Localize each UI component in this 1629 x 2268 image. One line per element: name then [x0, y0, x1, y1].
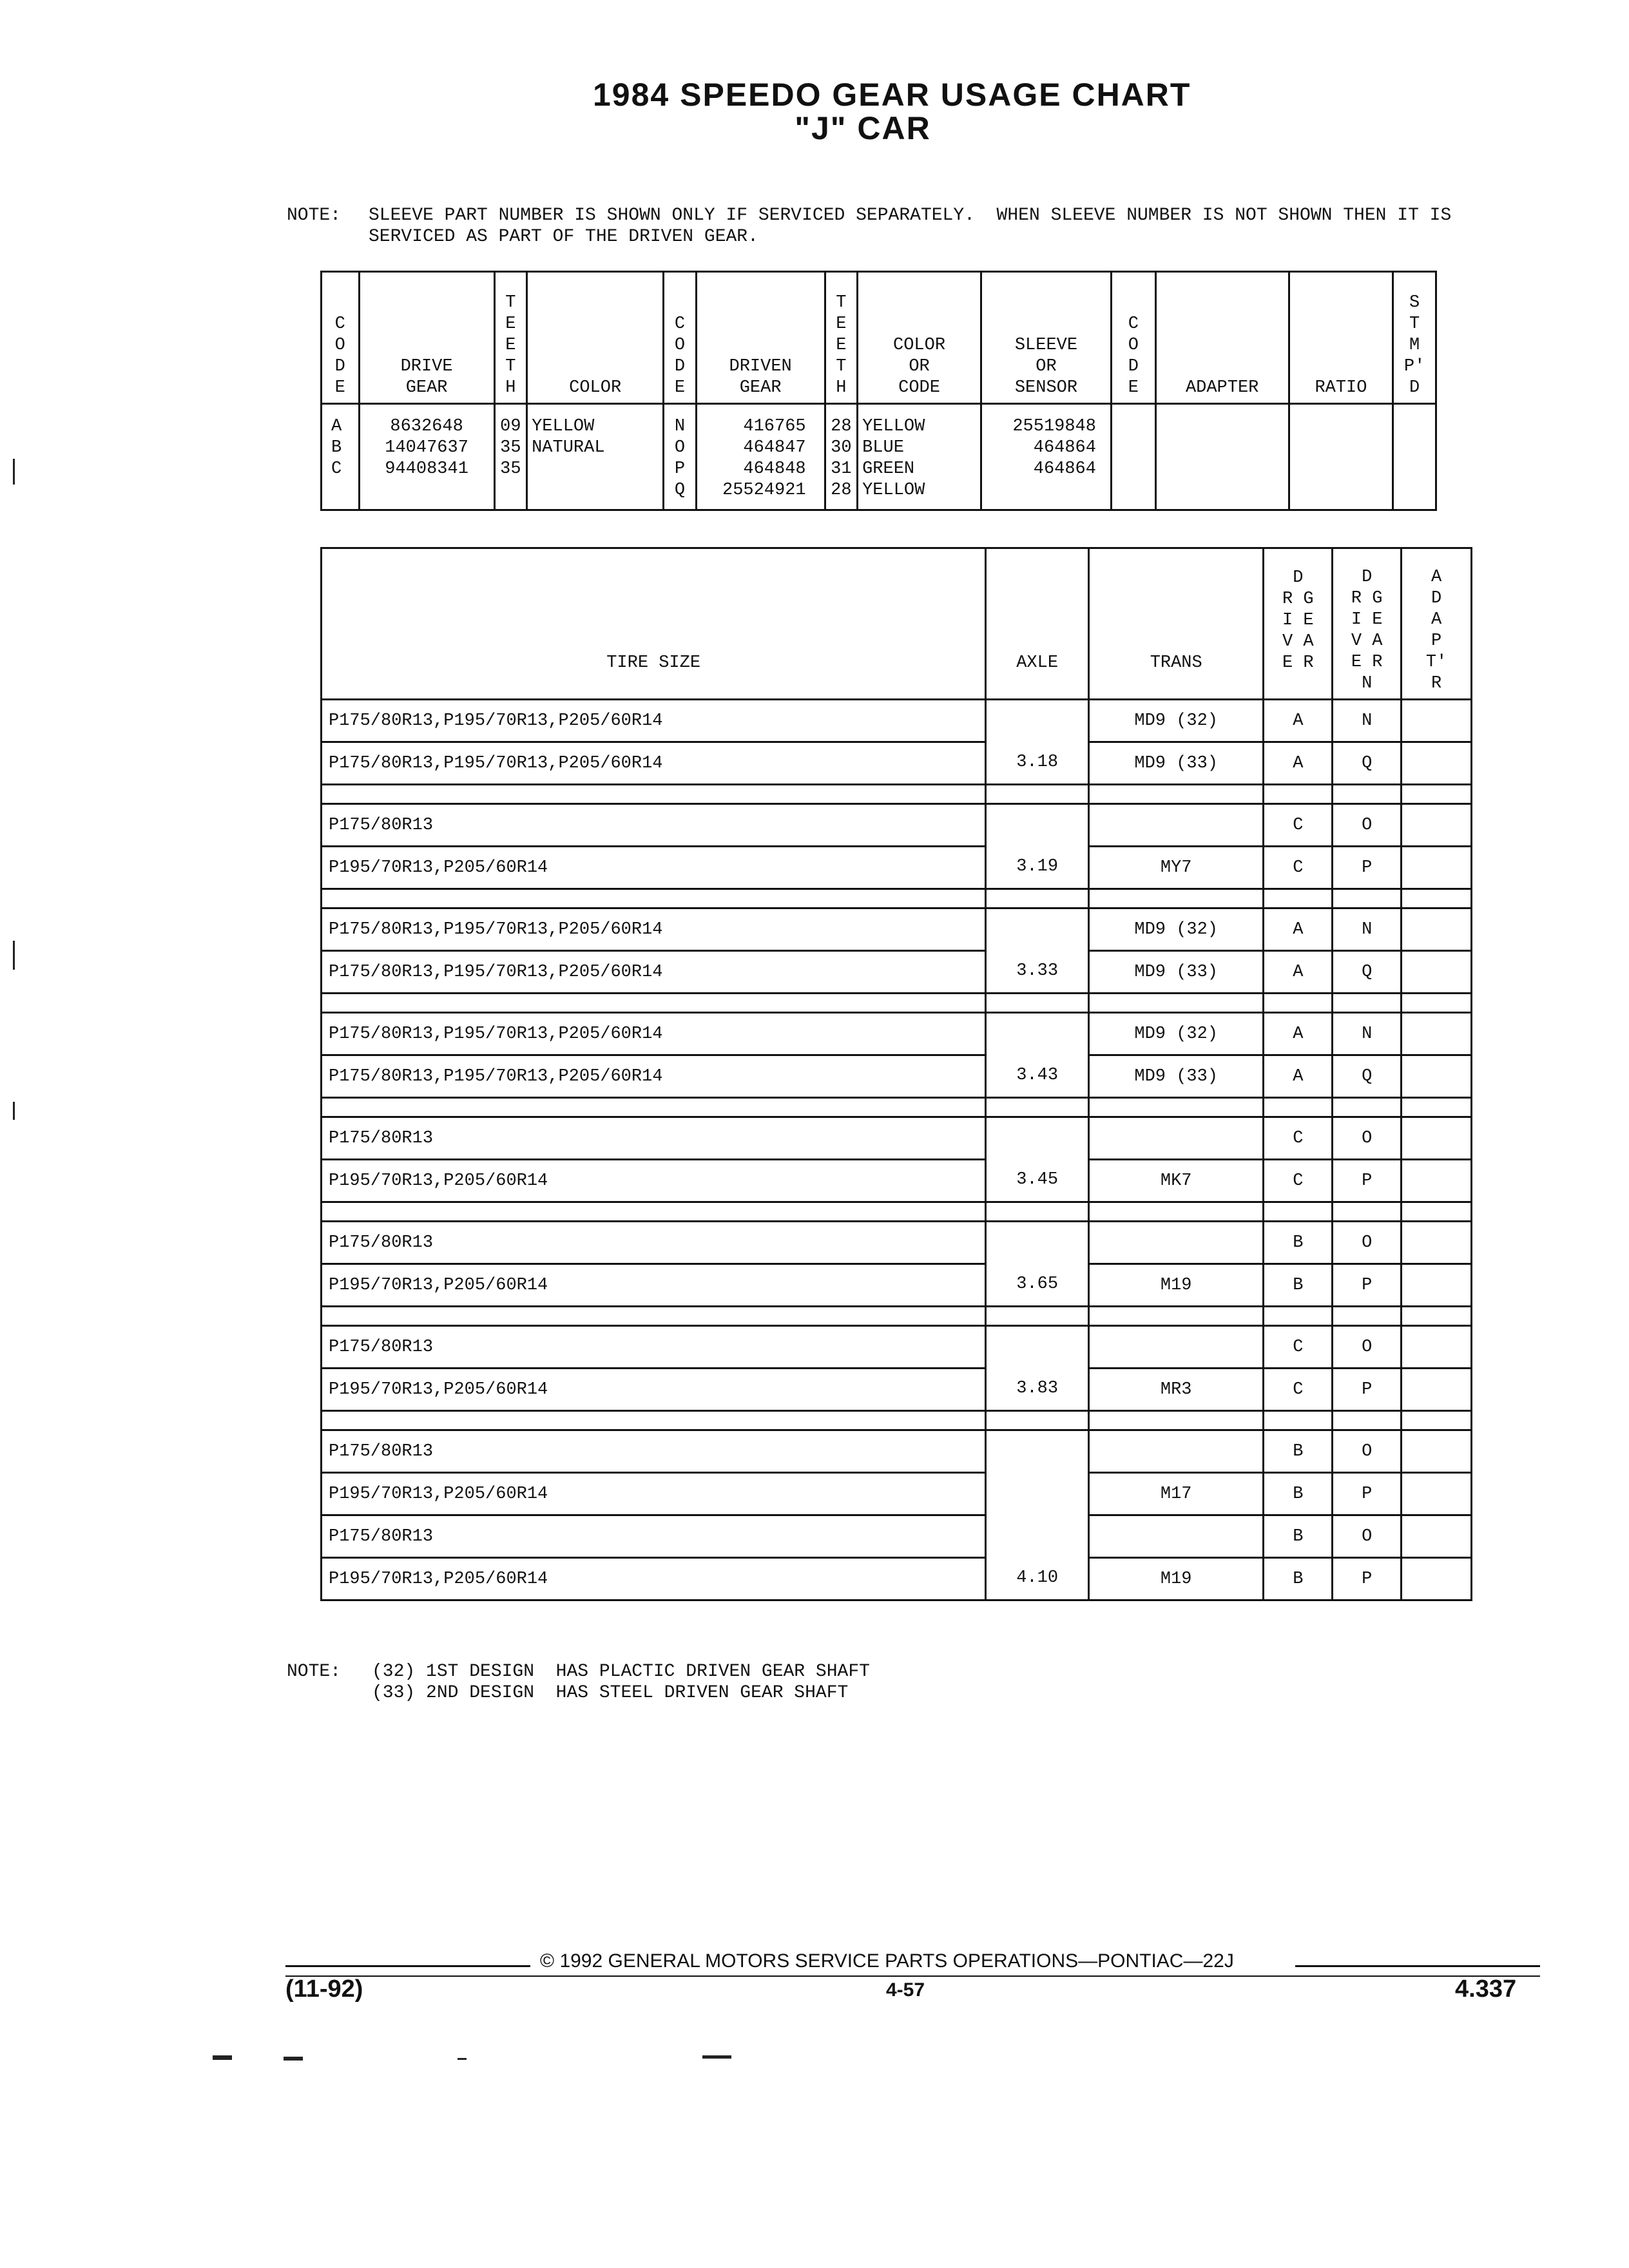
tire-size-cell: P195/70R13,P205/60R14 — [322, 1369, 986, 1411]
separator-cell — [1402, 889, 1472, 908]
tire-size-cell: P175/80R13 — [322, 1326, 986, 1369]
tire-size-cell: P175/80R13 — [322, 1117, 986, 1160]
header-tire-size: TIRE SIZE — [322, 548, 986, 700]
separator-cell — [322, 785, 986, 804]
table-row — [322, 1369, 1472, 1411]
table-row — [322, 1222, 1472, 1264]
bottom-note-line-2: (33) 2ND DESIGN HAS STEEL DRIVEN GEAR SHAFT — [372, 1683, 849, 1703]
trans-cell: MD9 (32) — [1089, 908, 1264, 951]
parts-table — [320, 271, 1437, 511]
tire-size-cell: P175/80R13,P195/70R13,P205/60R14 — [322, 1013, 986, 1055]
scan-mark — [13, 459, 15, 485]
trans-cell: MD9 (32) — [1089, 1013, 1264, 1055]
header-ratio: RATIO — [1289, 272, 1393, 404]
tire-size-cell: P175/80R13 — [322, 804, 986, 847]
driven-gear-cell: P — [1333, 1264, 1402, 1307]
footer-page-right: 4.337 — [1455, 1975, 1517, 2003]
group-separator — [322, 1202, 1472, 1222]
driven-gear-cell: P — [1333, 1160, 1402, 1202]
driven-gear-cell: N — [1333, 700, 1402, 742]
adapter-cell — [1402, 700, 1472, 742]
table-row — [322, 700, 1472, 742]
separator-cell — [986, 785, 1089, 804]
scan-mark — [13, 941, 15, 970]
separator-cell — [1402, 1411, 1472, 1430]
header-code-1: C O D E — [322, 272, 360, 404]
axle-cell: 3.65 — [986, 1222, 1089, 1307]
tire-size-cell: P195/70R13,P205/60R14 — [322, 1160, 986, 1202]
table-row — [322, 742, 1472, 785]
drive-colors: YELLOW NATURAL — [527, 404, 664, 510]
drive-gear-cell: B — [1264, 1473, 1333, 1515]
page-title: 1984 SPEEDO GEAR USAGE CHART — [593, 77, 1191, 113]
ratio-empty — [1289, 404, 1393, 510]
separator-cell — [1333, 994, 1402, 1013]
adapter-cell — [1402, 1117, 1472, 1160]
footer-date-code: (11-92) — [285, 1975, 363, 2003]
header-color-or-code: COLOR OR CODE — [858, 272, 981, 404]
adapter-cell — [1402, 1264, 1472, 1307]
footer-rule — [285, 1975, 1540, 1977]
trans-cell — [1089, 1117, 1264, 1160]
drive-gear-cell: C — [1264, 1369, 1333, 1411]
drive-gear-cell: C — [1264, 847, 1333, 889]
tire-size-cell: P195/70R13,P205/60R14 — [322, 1558, 986, 1600]
driven-codes: N O P Q — [664, 404, 696, 510]
separator-cell — [322, 1098, 986, 1117]
drive-teeth: 09 35 35 — [494, 404, 526, 510]
separator-cell — [1333, 889, 1402, 908]
driven-gear-cell: O — [1333, 1117, 1402, 1160]
adapter-cell — [1402, 847, 1472, 889]
table-row — [322, 1430, 1472, 1473]
drive-gear-cell: A — [1264, 951, 1333, 994]
header-sleeve-or-sensor: SLEEVE OR SENSOR — [981, 272, 1111, 404]
axle-cell: 3.43 — [986, 1013, 1089, 1098]
table-row — [322, 1326, 1472, 1369]
table-row — [322, 1013, 1472, 1055]
adapter-cell — [1402, 1473, 1472, 1515]
trans-cell: MD9 (33) — [1089, 1055, 1264, 1098]
separator-cell — [986, 1307, 1089, 1326]
separator-cell — [1089, 1202, 1264, 1222]
tire-size-cell: P175/80R13,P195/70R13,P205/60R14 — [322, 1055, 986, 1098]
parts-table-header — [322, 272, 1436, 404]
drive-gear-cell: A — [1264, 1013, 1333, 1055]
separator-cell — [1264, 1307, 1333, 1326]
drive-gear-cell: B — [1264, 1515, 1333, 1558]
adapter-cell — [1402, 1515, 1472, 1558]
separator-cell — [1089, 1307, 1264, 1326]
header-drive-gear: DRIVE GEAR — [359, 272, 494, 404]
header-trans: TRANS — [1089, 548, 1264, 700]
separator-cell — [1402, 1307, 1472, 1326]
trans-cell: M19 — [1089, 1264, 1264, 1307]
driven-gear-cell: P — [1333, 1473, 1402, 1515]
drive-gear-cell: A — [1264, 1055, 1333, 1098]
driven-gear-cell: O — [1333, 1515, 1402, 1558]
separator-cell — [322, 994, 986, 1013]
adapter-cell — [1402, 1369, 1472, 1411]
separator-cell — [1402, 1098, 1472, 1117]
separator-cell — [986, 889, 1089, 908]
driven-gears: 416765 464847 464848 25524921 — [696, 404, 825, 510]
trans-cell: M19 — [1089, 1558, 1264, 1600]
scan-mark — [284, 2057, 303, 2061]
separator-cell — [1089, 785, 1264, 804]
bottom-note-line-1: (32) 1ST DESIGN HAS PLACTIC DRIVEN GEAR SHAFT — [372, 1662, 870, 1682]
adapter-cell — [1402, 804, 1472, 847]
separator-cell — [1264, 1411, 1333, 1430]
driven-gear-cell: N — [1333, 1013, 1402, 1055]
drive-gear-cell: C — [1264, 1160, 1333, 1202]
adapter-cell — [1402, 1326, 1472, 1369]
table-row — [322, 804, 1472, 847]
header-driven-gear: D R G I E V A E R N — [1333, 548, 1402, 700]
trans-cell: MD9 (33) — [1089, 742, 1264, 785]
axle-cell: 3.18 — [986, 700, 1089, 785]
stmpd-empty — [1393, 404, 1436, 510]
driven-colors: YELLOW BLUE GREEN YELLOW — [858, 404, 981, 510]
trans-cell — [1089, 1430, 1264, 1473]
usage-table-header — [322, 548, 1472, 700]
adapter-cell — [1402, 1013, 1472, 1055]
adapter-cell — [1402, 1055, 1472, 1098]
usage-table — [320, 547, 1472, 1601]
adapter-empty — [1155, 404, 1289, 510]
tire-size-cell: P175/80R13,P195/70R13,P205/60R14 — [322, 742, 986, 785]
adapter-cell — [1402, 742, 1472, 785]
header-driven-gear: DRIVEN GEAR — [696, 272, 825, 404]
header-stmpd: S T M P' D — [1393, 272, 1436, 404]
separator-cell — [1264, 1202, 1333, 1222]
table-row — [322, 908, 1472, 951]
top-note-line-1: SLEEVE PART NUMBER IS SHOWN ONLY IF SERVICED SEPARATELY. WHEN SLEEVE NUMBER IS NOT SHOWN THEN IT IS — [369, 206, 1452, 226]
drive-gears: 8632648 14047637 94408341 — [359, 404, 494, 510]
trans-cell: MR3 — [1089, 1369, 1264, 1411]
bottom-note-label: NOTE: — [287, 1662, 342, 1682]
separator-cell — [986, 994, 1089, 1013]
driven-gear-cell: O — [1333, 1326, 1402, 1369]
axle-cell: 3.45 — [986, 1117, 1089, 1202]
axle-cell: 3.19 — [986, 804, 1089, 889]
driven-gear-cell: O — [1333, 804, 1402, 847]
tire-size-cell: P175/80R13 — [322, 1430, 986, 1473]
header-adapter: A D A P T' R — [1402, 548, 1472, 700]
driven-gear-cell: Q — [1333, 742, 1402, 785]
code-3-empty — [1111, 404, 1155, 510]
drive-gear-cell: B — [1264, 1430, 1333, 1473]
driven-gear-cell: Q — [1333, 951, 1402, 994]
adapter-cell — [1402, 1160, 1472, 1202]
group-separator — [322, 1098, 1472, 1117]
separator-cell — [1089, 994, 1264, 1013]
trans-cell — [1089, 1326, 1264, 1369]
header-code-3: C O D E — [1111, 272, 1155, 404]
scan-mark — [702, 2055, 731, 2059]
page-subtitle: "J" CAR — [795, 110, 931, 146]
group-separator — [322, 1307, 1472, 1326]
separator-cell — [1264, 1098, 1333, 1117]
separator-cell — [322, 1307, 986, 1326]
scan-mark — [13, 1102, 15, 1120]
tire-size-cell: P175/80R13 — [322, 1222, 986, 1264]
drive-gear-cell: A — [1264, 700, 1333, 742]
adapter-cell — [1402, 908, 1472, 951]
header-axle: AXLE — [986, 548, 1089, 700]
axle-cell: 3.83 — [986, 1326, 1089, 1411]
header-color-1: COLOR — [527, 272, 664, 404]
table-row — [322, 1473, 1472, 1515]
driven-gear-cell: N — [1333, 908, 1402, 951]
adapter-cell — [1402, 1558, 1472, 1600]
table-row — [322, 847, 1472, 889]
header-code-2: C O D E — [664, 272, 696, 404]
scan-mark — [213, 2055, 232, 2060]
separator-cell — [322, 889, 986, 908]
tire-size-cell: P175/80R13,P195/70R13,P205/60R14 — [322, 700, 986, 742]
trans-cell — [1089, 804, 1264, 847]
tire-size-cell: P175/80R13,P195/70R13,P205/60R14 — [322, 908, 986, 951]
separator-cell — [1089, 889, 1264, 908]
separator-cell — [1402, 785, 1472, 804]
separator-cell — [1089, 1411, 1264, 1430]
drive-gear-cell: B — [1264, 1558, 1333, 1600]
group-separator — [322, 889, 1472, 908]
top-note-label: NOTE: — [287, 206, 342, 226]
trans-cell: MY7 — [1089, 847, 1264, 889]
separator-cell — [1264, 889, 1333, 908]
drive-gear-cell: C — [1264, 1326, 1333, 1369]
separator-cell — [1333, 1307, 1402, 1326]
adapter-cell — [1402, 1222, 1472, 1264]
table-row — [322, 1558, 1472, 1600]
driven-gear-cell: P — [1333, 1558, 1402, 1600]
separator-cell — [1402, 1202, 1472, 1222]
footer-copyright: © 1992 GENERAL MOTORS SERVICE PARTS OPERATIONS—PONTIAC—22J — [540, 1950, 1234, 1972]
tire-size-cell: P175/80R13,P195/70R13,P205/60R14 — [322, 951, 986, 994]
separator-cell — [1333, 1411, 1402, 1430]
axle-cell: 4.10 — [986, 1430, 1089, 1600]
drive-gear-cell: B — [1264, 1264, 1333, 1307]
footer-page-center: 4-57 — [886, 1979, 925, 2001]
footer-rule-right — [1295, 1965, 1540, 1967]
adapter-cell — [1402, 951, 1472, 994]
sleeve-numbers: 25519848 464864 464864 — [981, 404, 1111, 510]
trans-cell: MD9 (33) — [1089, 951, 1264, 994]
drive-gear-cell: C — [1264, 1117, 1333, 1160]
driven-gear-cell: P — [1333, 847, 1402, 889]
separator-cell — [986, 1098, 1089, 1117]
trans-cell: MD9 (32) — [1089, 700, 1264, 742]
separator-cell — [1333, 785, 1402, 804]
tire-size-cell: P195/70R13,P205/60R14 — [322, 1264, 986, 1307]
separator-cell — [986, 1202, 1089, 1222]
group-separator — [322, 785, 1472, 804]
header-teeth-2: T E E T H — [825, 272, 857, 404]
group-separator — [322, 994, 1472, 1013]
driven-teeth: 28 30 31 28 — [825, 404, 857, 510]
header-drive-gear: D R G I E V A E R — [1264, 548, 1333, 700]
trans-cell — [1089, 1515, 1264, 1558]
drive-gear-cell: A — [1264, 742, 1333, 785]
trans-cell — [1089, 1222, 1264, 1264]
tire-size-cell: P195/70R13,P205/60R14 — [322, 847, 986, 889]
tire-size-cell: P195/70R13,P205/60R14 — [322, 1473, 986, 1515]
axle-cell: 3.33 — [986, 908, 1089, 994]
driven-gear-cell: O — [1333, 1430, 1402, 1473]
parts-table-data — [322, 404, 1436, 510]
separator-cell — [1264, 785, 1333, 804]
separator-cell — [1402, 994, 1472, 1013]
driven-gear-cell: P — [1333, 1369, 1402, 1411]
drive-gear-cell: A — [1264, 908, 1333, 951]
trans-cell: MK7 — [1089, 1160, 1264, 1202]
separator-cell — [322, 1202, 986, 1222]
separator-cell — [1264, 994, 1333, 1013]
drive-gear-cell: C — [1264, 804, 1333, 847]
trans-cell: M17 — [1089, 1473, 1264, 1515]
header-teeth-1: T E E T H — [494, 272, 526, 404]
table-row — [322, 951, 1472, 994]
header-adapter: ADAPTER — [1155, 272, 1289, 404]
drive-codes: A B C — [322, 404, 360, 510]
table-row — [322, 1515, 1472, 1558]
adapter-cell — [1402, 1430, 1472, 1473]
scan-mark — [458, 2058, 467, 2060]
table-row — [322, 1055, 1472, 1098]
separator-cell — [986, 1411, 1089, 1430]
separator-cell — [1333, 1202, 1402, 1222]
tire-size-cell: P175/80R13 — [322, 1515, 986, 1558]
driven-gear-cell: Q — [1333, 1055, 1402, 1098]
group-separator — [322, 1411, 1472, 1430]
separator-cell — [322, 1411, 986, 1430]
separator-cell — [1333, 1098, 1402, 1117]
top-note-line-2: SERVICED AS PART OF THE DRIVEN GEAR. — [369, 227, 758, 247]
drive-gear-cell: B — [1264, 1222, 1333, 1264]
separator-cell — [1089, 1098, 1264, 1117]
table-row — [322, 1160, 1472, 1202]
footer-rule-left — [285, 1965, 530, 1967]
table-row — [322, 1117, 1472, 1160]
driven-gear-cell: O — [1333, 1222, 1402, 1264]
table-row — [322, 1264, 1472, 1307]
